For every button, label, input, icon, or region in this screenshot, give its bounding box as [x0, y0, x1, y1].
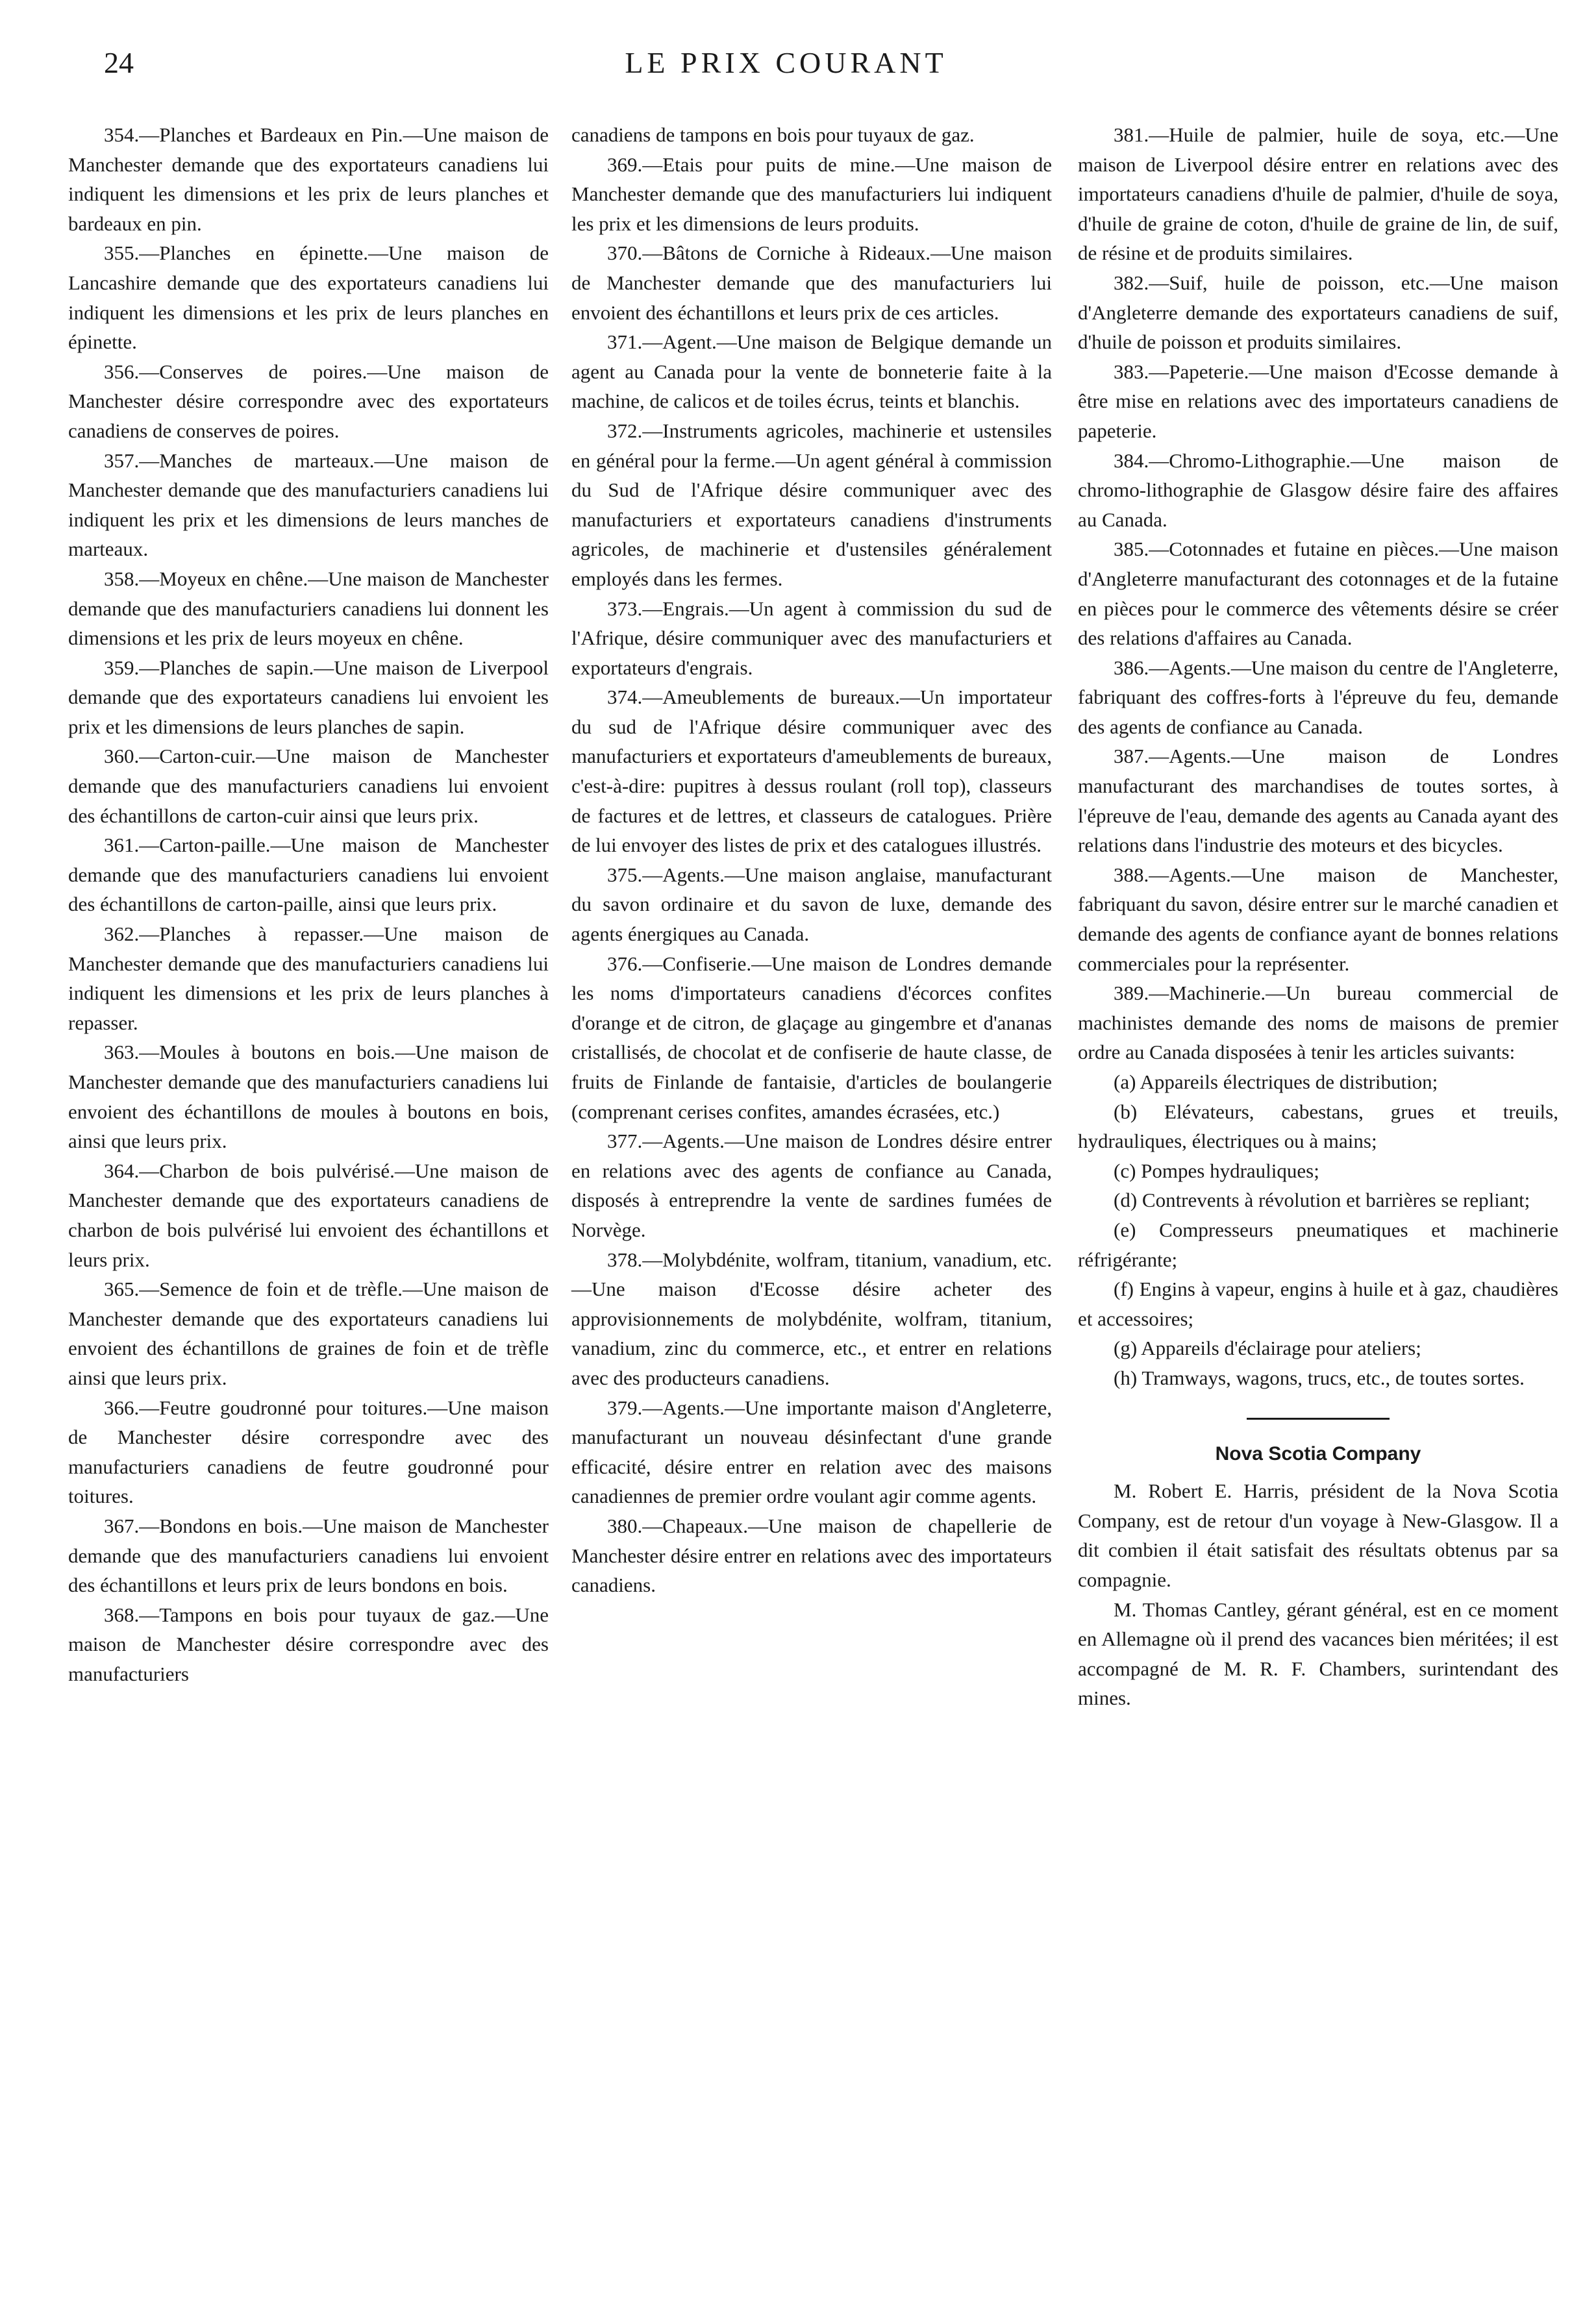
page-header [104, 45, 1468, 84]
column-1 [68, 120, 549, 1688]
running-title: LE PRIX COURANT [625, 46, 947, 79]
notice-368: 368.—Tampons en bois pour tuyaux de gaz.—Une maison de Manchester désire correspondre avec des manufacturiers [68, 1603, 549, 1685]
notice-356: 356.—Conserves de poires.—Une maison de Manchester désire correspondre avec des exportateurs canadiens de conserves de poires. [68, 360, 549, 442]
notice-359: 359.—Planches de sapin.—Une maison de Liverpool demande que des exportateurs canadiens lui envoient les prix et les dimensions de leurs planches de sapin. [68, 656, 549, 738]
notice-380: 380.—Chapeaux.—Une maison de chapellerie de Manchester désire entrer en relations avec des importateurs canadiens. [571, 1514, 1052, 1597]
notice-361: 361.—Carton-paille.—Une maison de Manchester demande que des manufacturiers canadiens lui envoient des échantillons de carton-paille, ainsi que leurs prix. [68, 834, 549, 916]
section-title: Nova Scotia Company [1215, 1442, 1421, 1465]
notice-384: 384.—Chromo-Lithographie.—Une maison de chromo-lithographie de Glasgow désire faire des affaires au Canada. [1078, 449, 1558, 531]
column-3 [1078, 120, 1558, 1713]
notice-358: 358.—Moyeux en chêne.—Une maison de Manchester demande que des manufacturiers canadiens lui donnent les dimensions et les prix de leurs moyeux en chêne. [68, 567, 549, 650]
notice-388: 388.—Agents.—Une maison de Manchester, fabriquant du savon, désire entrer sur le marché canadien et demande des agents de confiance ayant de bonnes relations commerciales pour la représenter. [1078, 863, 1558, 975]
machinery-item-a: (a) Appareils électriques de distribution; [1114, 1070, 1438, 1093]
machinery-item-h: (h) Tramways, wagons, trucs, etc., de toutes sortes. [1114, 1366, 1525, 1389]
notice-373: 373.—Engrais.—Un agent à commission du sud de l'Afrique, désire communiquer avec des manufacturiers et exportateurs d'engrais. [571, 597, 1052, 679]
notice-377: 377.—Agents.—Une maison de Londres désire entrer en relations avec des agents de confiance au Canada, disposés à entreprendre la vente de sardines fumées de Norvège. [571, 1130, 1052, 1241]
machinery-item-d: (d) Contrevents à révolution et barrières se repliant; [1114, 1189, 1530, 1212]
notice-371: 371.—Agent.—Une maison de Belgique demande un agent au Canada pour la vente de bonneterie faite à la machine, de calicos et de toiles écrus, teints et blanchis. [571, 330, 1052, 413]
notice-375: 375.—Agents.—Une maison anglaise, manufacturant du savon ordinaire et du savon de luxe, demande des agents énergiques au Canada. [571, 863, 1052, 946]
notice-370: 370.—Bâtons de Corniche à Rideaux.—Une maison de Manchester demande que des manufacturiers lui envoient des échantillons et leurs prix de ces articles. [571, 241, 1052, 324]
notice-378: 378.—Molybdénite, wolfram, titanium, vanadium, etc.—Une maison d'Ecosse désire acheter des approvisionnements de molybdénite, wolfram, titanium, vanadium, zinc du commerce, etc., et entrer en relations avec des producteurs canadiens. [571, 1248, 1052, 1389]
notice-369: 369.—Etais pour puits de mine.—Une maison de Manchester demande que des manufacturiers lui indiquent les prix et les dimensions de leurs produits. [571, 153, 1052, 235]
notice-389: 389.—Machinerie.—Un bureau commercial de machinistes demande des noms de maisons de premier ordre au Canada disposées à tenir les articles suivants: [1078, 982, 1558, 1064]
notice-355: 355.—Planches en épinette.—Une maison de Lancashire demande que des exportateurs canadiens lui indiquent les dimensions et les prix de leurs planches en épinette. [68, 241, 549, 354]
column-2 [571, 120, 1052, 1600]
notice-374: 374.—Ameublements de bureaux.—Un importateur du sud de l'Afrique désire communiquer avec des manufacturiers et exportateurs d'ameublements de bureaux, c'est-à-dire: pupitres à dessus roulant (roll top), classeurs de factures et de lettres, et classeurs de catalogues. Prière de lui envoyer des listes de prix et des catalogues illustrés. [571, 686, 1052, 857]
notice-367: 367.—Bondons en bois.—Une maison de Manchester demande que des manufacturiers canadiens lui envoient des échantillons et leurs prix de leurs bondons en bois. [68, 1514, 549, 1597]
notice-364: 364.—Charbon de bois pulvérisé.—Une maison de Manchester demande que des exportateurs canadiens de charbon de bois pulvérisé lui envoient des échantillons et leurs prix. [68, 1159, 549, 1271]
notice-382: 382.—Suif, huile de poisson, etc.—Une maison d'Angleterre demande des exportateurs canadiens de suif, d'huile de poisson et produits similaires. [1078, 271, 1558, 354]
notice-357: 357.—Manches de marteaux.—Une maison de Manchester demande que des manufacturiers canadiens lui indiquent les prix et les dimensions de leurs manches de marteaux. [68, 449, 549, 561]
notice-376: 376.—Confiserie.—Une maison de Londres demande les noms d'importateurs canadiens d'écorces confites d'orange et de citron, de glaçage au gingembre et d'ananas cristallisés, de chocolat et de confiserie de haute classe, de fruits de Finlande de fantaisie, d'articles de boulangerie (comprenant cerises confites, amandes écrasées, etc.) [571, 952, 1052, 1123]
machinery-item-b: (b) Elévateurs, cabestans, grues et treuils, hydrauliques, électriques ou à mains; [1078, 1100, 1558, 1153]
notice-386: 386.—Agents.—Une maison du centre de l'Angleterre, fabriquant des coffres-forts à l'épreuve du feu, demande des agents de confiance au Canada. [1078, 656, 1558, 738]
notice-385: 385.—Cotonnades et futaine en pièces.—Une maison d'Angleterre manufacturant des cotonnages et de la futaine en pièces pour le commerce des vêtements désire se créer des relations d'affaires au Canada. [1078, 538, 1558, 650]
notice-365: 365.—Semence de foin et de trèfle.—Une maison de Manchester demande que des exportateurs canadiens lui envoient des échantillons de graines de foin et de trèfle ainsi que leurs prix. [68, 1278, 549, 1389]
machinery-item-c: (c) Pompes hydrauliques; [1114, 1159, 1319, 1182]
machinery-item-e: (e) Compresseurs pneumatiques et machinerie réfrigérante; [1078, 1218, 1558, 1271]
notice-381: 381.—Huile de palmier, huile de soya, etc.—Une maison de Liverpool désire entrer en relations avec des importateurs canadiens d'huile de palmier, d'huile de soya, d'huile de graine de coton, d'huile de graine de lin, de suif, de résine et de produits similaires. [1078, 123, 1558, 265]
notice-360: 360.—Carton-cuir.—Une maison de Manchester demande que des manufacturiers canadiens lui envoient des échantillons de carton-cuir ainsi que leurs prix. [68, 745, 549, 827]
notice-363: 363.—Moules à boutons en bois.—Une maison de Manchester demande que des manufacturiers canadiens lui envoient des échantillons de moules à boutons en bois, ainsi que leurs prix. [68, 1041, 549, 1153]
news-paragraph-harris: M. Robert E. Harris, président de la Nova Scotia Company, est de retour d'un voyage à New-Glasgow. Il a dit combien il était satisfait des résultats obtenus par sa compagnie. [1078, 1479, 1558, 1591]
section-divider [1247, 1418, 1390, 1420]
machinery-item-g: (g) Appareils d'éclairage pour ateliers; [1114, 1337, 1421, 1360]
notice-372: 372.—Instruments agricoles, machinerie et ustensiles en général pour la ferme.—Un agent général à commission du Sud de l'Afrique désire communiquer avec des manufacturiers et exportateurs canadiens d'instruments agricoles, de machinerie et d'ustensiles généralement employés dans les fermes. [571, 419, 1052, 590]
notice-362: 362.—Planches à repasser.—Une maison de Manchester demande que des manufacturiers canadiens lui indiquent les dimensions et les prix de leurs planches à repasser. [68, 922, 549, 1034]
news-paragraph-cantley: M. Thomas Cantley, gérant général, est en ce moment en Allemagne où il prend des vacances bien méritées; il est accompagné de M. R. F. Chambers, surintendant des mines. [1078, 1598, 1558, 1710]
notice-383: 383.—Papeterie.—Une maison d'Ecosse demande à être mise en relations avec des importateurs canadiens de papeterie. [1078, 360, 1558, 442]
notice-368-continued: canadiens de tampons en bois pour tuyaux de gaz. [571, 123, 975, 146]
machinery-item-f: (f) Engins à vapeur, engins à huile et à gaz, chaudières et accessoires; [1078, 1278, 1558, 1330]
notice-387: 387.—Agents.—Une maison de Londres manufacturant des marchandises de toutes sortes, à l'épreuve de l'eau, demande des agents au Canada ayant des relations dans l'industrie des moteurs et des bicycles. [1078, 745, 1558, 857]
notice-354: 354.—Planches et Bardeaux en Pin.—Une maison de Manchester demande que des exportateurs canadiens lui indiquent les dimensions et les prix de leurs planches et bardeaux en pin. [68, 123, 549, 235]
notice-379: 379.—Agents.—Une importante maison d'Angleterre, manufacturant un nouveau désinfectant d'une grande efficacité, désire entrer en relation avec des maisons canadiennes de premier ordre voulant agir comme agents. [571, 1396, 1052, 1508]
page-number: 24 [104, 46, 134, 79]
notice-366: 366.—Feutre goudronné pour toitures.—Une maison de Manchester désire correspondre avec des manufacturiers canadiens de feutre goudronné pour toitures. [68, 1396, 549, 1508]
